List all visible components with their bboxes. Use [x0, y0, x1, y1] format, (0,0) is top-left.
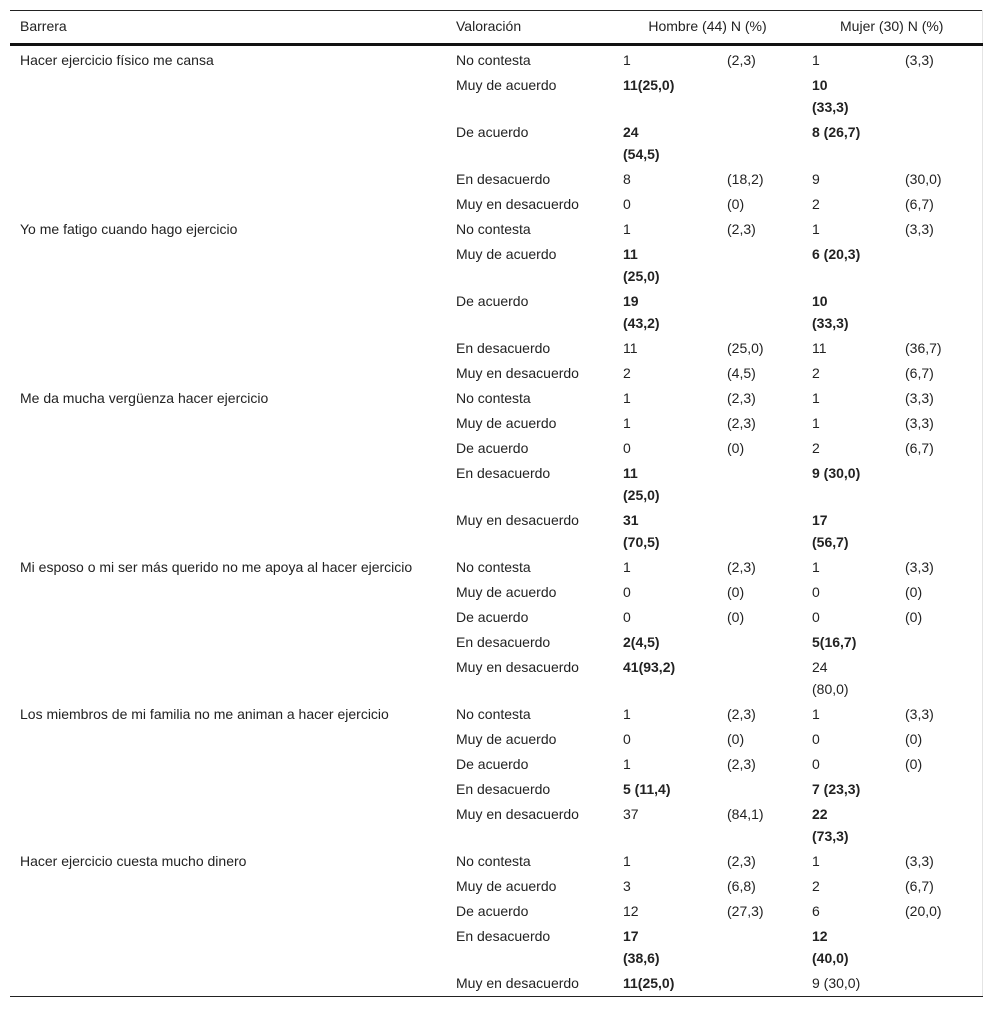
- mujer-n-cell: [802, 386, 895, 411]
- hombre-n-cell-text: 2: [623, 365, 631, 381]
- mujer-n-cell-text: 2: [812, 878, 820, 894]
- barrera-cell: Me da mucha vergüenza hacer ejercicio: [20, 390, 269, 406]
- hombre-n-cell-text: 17 (38,6): [623, 928, 660, 966]
- mujer-pct-cell: (0): [905, 756, 923, 772]
- mujer-n-cell-text: 10 (33,3): [812, 77, 849, 115]
- mujer-n-cell-text: 1: [812, 415, 820, 431]
- hombre-n-cell: [613, 45, 717, 74]
- mujer-pct-cell: [895, 289, 982, 336]
- valoracion-cell: No contesta: [456, 390, 531, 406]
- valoracion-cell: En desacuerdo: [456, 171, 551, 187]
- hombre-n-cell: [613, 777, 717, 802]
- hombre-pct-cell: [717, 120, 802, 167]
- table-row: [10, 386, 982, 411]
- valoracion-cell: Muy de acuerdo: [456, 584, 557, 600]
- table-row: [10, 217, 982, 242]
- valoracion-cell: De acuerdo: [456, 903, 529, 919]
- hombre-pct-cell: (2,3): [727, 415, 756, 431]
- hombre-n-cell-text: 0: [623, 609, 631, 625]
- mujer-n-cell-text: 9 (30,0): [812, 975, 861, 991]
- valoracion-cell: No contesta: [456, 559, 531, 575]
- mujer-n-cell: [802, 580, 895, 605]
- valoracion-cell: Muy en desacuerdo: [456, 659, 579, 675]
- mujer-n-cell: [802, 336, 895, 361]
- hombre-pct-cell: (2,3): [727, 853, 756, 869]
- mujer-pct-cell: (0): [905, 609, 923, 625]
- table-body: [10, 45, 982, 997]
- mujer-n-cell: [802, 242, 895, 289]
- mujer-pct-cell: [895, 630, 982, 655]
- mujer-n-cell-text: 2: [812, 440, 820, 456]
- hombre-pct-cell: (2,3): [727, 221, 756, 237]
- mujer-pct-cell: (0): [905, 584, 923, 600]
- table-row: [10, 555, 982, 580]
- hombre-n-cell-text: 11 (25,0): [623, 465, 660, 503]
- hombre-n-cell: [613, 120, 717, 167]
- header-barrera: Barrera: [10, 11, 446, 45]
- hombre-pct-cell: [717, 971, 802, 997]
- mujer-pct-cell: (3,3): [905, 221, 934, 237]
- mujer-n-cell: [802, 605, 895, 630]
- hombre-pct-cell: (0): [727, 440, 745, 456]
- valoracion-cell: De acuerdo: [456, 293, 529, 309]
- mujer-n-cell-text: 22 (73,3): [812, 806, 849, 844]
- table-row: [10, 849, 982, 874]
- valoracion-cell: Muy en desacuerdo: [456, 975, 579, 991]
- hombre-n-cell: [613, 874, 717, 899]
- mujer-n-cell: [802, 461, 895, 508]
- mujer-n-cell-text: 1: [812, 853, 820, 869]
- hombre-n-cell: [613, 605, 717, 630]
- mujer-n-cell-text: 11: [812, 340, 827, 356]
- mujer-pct-cell: [895, 508, 982, 555]
- hombre-n-cell: [613, 461, 717, 508]
- hombre-pct-cell: (0): [727, 731, 745, 747]
- mujer-n-cell-text: 1: [812, 390, 820, 406]
- hombre-pct-cell: (6,8): [727, 878, 756, 894]
- mujer-pct-cell: (30,0): [905, 171, 942, 187]
- valoracion-cell: En desacuerdo: [456, 634, 551, 650]
- mujer-n-cell: [802, 436, 895, 461]
- mujer-n-cell-text: 17 (56,7): [812, 512, 849, 550]
- mujer-pct-cell: (0): [905, 731, 923, 747]
- hombre-pct-cell: (2,3): [727, 756, 756, 772]
- hombre-pct-cell: (27,3): [727, 903, 764, 919]
- hombre-pct-cell: (2,3): [727, 390, 756, 406]
- valoracion-cell: Muy en desacuerdo: [456, 365, 579, 381]
- mujer-n-cell-text: 1: [812, 52, 820, 68]
- hombre-pct-cell: (2,3): [727, 559, 756, 575]
- valoracion-cell: Muy de acuerdo: [456, 77, 557, 93]
- hombre-pct-cell: [717, 924, 802, 971]
- mujer-n-cell: [802, 874, 895, 899]
- hombre-n-cell-text: 11(25,0): [623, 975, 675, 991]
- valoracion-cell: Muy en desacuerdo: [456, 196, 579, 212]
- valoracion-cell: De acuerdo: [456, 440, 529, 456]
- barrera-cell: Mi esposo o mi ser más querido no me apoya al hacer ejercicio: [20, 559, 413, 575]
- mujer-n-cell-text: 7 (23,3): [812, 781, 861, 797]
- mujer-pct-cell: (3,3): [905, 415, 934, 431]
- valoracion-cell: En desacuerdo: [456, 928, 551, 944]
- hombre-n-cell-text: 11: [623, 340, 638, 356]
- mujer-n-cell: [802, 924, 895, 971]
- valoracion-cell: De acuerdo: [456, 756, 529, 772]
- hombre-pct-cell: [717, 777, 802, 802]
- hombre-pct-cell: [717, 73, 802, 120]
- hombre-n-cell-text: 11 (25,0): [623, 246, 660, 284]
- mujer-pct-cell: (3,3): [905, 706, 934, 722]
- mujer-n-cell-text: 2: [812, 196, 820, 212]
- hombre-pct-cell: (2,3): [727, 52, 756, 68]
- hombre-pct-cell: (0): [727, 196, 745, 212]
- hombre-n-cell: [613, 555, 717, 580]
- table-row: [10, 702, 982, 727]
- hombre-n-cell-text: 0: [623, 731, 631, 747]
- valoracion-cell: De acuerdo: [456, 609, 529, 625]
- hombre-n-cell: [613, 217, 717, 242]
- hombre-n-cell: [613, 849, 717, 874]
- header-mujer: Mujer (30) N (%): [802, 11, 982, 45]
- hombre-n-cell-text: 1: [623, 390, 631, 406]
- mujer-n-cell: [802, 971, 895, 997]
- mujer-pct-cell: (6,7): [905, 196, 934, 212]
- hombre-n-cell: [613, 580, 717, 605]
- header-hombre: Hombre (44) N (%): [613, 11, 802, 45]
- barriers-table: [10, 10, 983, 997]
- mujer-n-cell-text: 0: [812, 731, 820, 747]
- mujer-n-cell-text: 1: [812, 706, 820, 722]
- mujer-n-cell-text: 6: [812, 903, 820, 919]
- mujer-n-cell-text: 9: [812, 171, 820, 187]
- mujer-n-cell-text: 2: [812, 365, 820, 381]
- header-valoracion: Valoración: [446, 11, 613, 45]
- mujer-pct-cell: (3,3): [905, 390, 934, 406]
- mujer-n-cell: [802, 802, 895, 849]
- hombre-n-cell: [613, 336, 717, 361]
- hombre-n-cell-text: 19 (43,2): [623, 293, 660, 331]
- mujer-n-cell: [802, 702, 895, 727]
- mujer-n-cell: [802, 655, 895, 702]
- valoracion-cell: Muy de acuerdo: [456, 415, 557, 431]
- hombre-n-cell: [613, 802, 717, 849]
- mujer-n-cell: [802, 217, 895, 242]
- mujer-n-cell: [802, 120, 895, 167]
- barrera-cell: Hacer ejercicio cuesta mucho dinero: [20, 853, 247, 869]
- hombre-pct-cell: [717, 630, 802, 655]
- mujer-pct-cell: (20,0): [905, 903, 942, 919]
- hombre-pct-cell: (0): [727, 584, 745, 600]
- mujer-n-cell-text: 1: [812, 559, 820, 575]
- mujer-n-cell: [802, 555, 895, 580]
- hombre-n-cell-text: 5 (11,4): [623, 781, 671, 797]
- hombre-n-cell: [613, 924, 717, 971]
- mujer-pct-cell: [895, 971, 982, 997]
- mujer-n-cell: [802, 45, 895, 74]
- hombre-pct-cell: (4,5): [727, 365, 756, 381]
- hombre-n-cell-text: 1: [623, 559, 631, 575]
- hombre-n-cell: [613, 289, 717, 336]
- mujer-pct-cell: (6,7): [905, 878, 934, 894]
- hombre-n-cell-text: 2(4,5): [623, 634, 660, 650]
- hombre-n-cell-text: 24 (54,5): [623, 124, 660, 162]
- hombre-pct-cell: (84,1): [727, 806, 764, 822]
- mujer-n-cell-text: 0: [812, 584, 820, 600]
- hombre-n-cell-text: 8: [623, 171, 631, 187]
- mujer-n-cell: [802, 630, 895, 655]
- hombre-pct-cell: [717, 242, 802, 289]
- mujer-n-cell: [802, 752, 895, 777]
- mujer-n-cell: [802, 727, 895, 752]
- mujer-pct-cell: (36,7): [905, 340, 942, 356]
- mujer-n-cell-text: 8 (26,7): [812, 124, 861, 140]
- valoracion-cell: De acuerdo: [456, 124, 529, 140]
- mujer-n-cell: [802, 777, 895, 802]
- hombre-pct-cell: [717, 655, 802, 702]
- hombre-pct-cell: (0): [727, 609, 745, 625]
- mujer-pct-cell: [895, 461, 982, 508]
- table-row: [10, 45, 982, 74]
- hombre-n-cell: [613, 655, 717, 702]
- valoracion-cell: En desacuerdo: [456, 340, 551, 356]
- mujer-n-cell-text: 1: [812, 221, 820, 237]
- hombre-n-cell: [613, 752, 717, 777]
- valoracion-cell: En desacuerdo: [456, 465, 551, 481]
- hombre-n-cell-text: 1: [623, 756, 631, 772]
- mujer-n-cell-text: 10 (33,3): [812, 293, 849, 331]
- hombre-n-cell: [613, 192, 717, 217]
- mujer-pct-cell: [895, 120, 982, 167]
- hombre-n-cell-text: 31 (70,5): [623, 512, 660, 550]
- hombre-n-cell-text: 3: [623, 878, 631, 894]
- hombre-n-cell: [613, 386, 717, 411]
- barrera-cell: Yo me fatigo cuando hago ejercicio: [20, 221, 238, 237]
- hombre-n-cell-text: 0: [623, 440, 631, 456]
- mujer-pct-cell: [895, 73, 982, 120]
- mujer-n-cell-text: 5(16,7): [812, 634, 857, 650]
- valoracion-cell: Muy de acuerdo: [456, 246, 557, 262]
- mujer-n-cell: [802, 361, 895, 386]
- table-header-row: [10, 11, 982, 45]
- mujer-n-cell-text: 0: [812, 756, 820, 772]
- hombre-n-cell-text: 12: [623, 903, 639, 919]
- hombre-pct-cell: [717, 289, 802, 336]
- mujer-pct-cell: (3,3): [905, 853, 934, 869]
- hombre-pct-cell: (25,0): [727, 340, 764, 356]
- barrera-cell: Los miembros de mi familia no me animan a hacer ejercicio: [20, 706, 389, 722]
- hombre-n-cell: [613, 702, 717, 727]
- hombre-pct-cell: (18,2): [727, 171, 764, 187]
- hombre-n-cell: [613, 508, 717, 555]
- mujer-n-cell: [802, 411, 895, 436]
- valoracion-cell: En desacuerdo: [456, 781, 551, 797]
- valoracion-cell: No contesta: [456, 706, 531, 722]
- mujer-n-cell-text: 12 (40,0): [812, 928, 849, 966]
- mujer-n-cell-text: 9 (30,0): [812, 465, 861, 481]
- valoracion-cell: Muy de acuerdo: [456, 731, 557, 747]
- mujer-pct-cell: (6,7): [905, 440, 934, 456]
- valoracion-cell: No contesta: [456, 853, 531, 869]
- hombre-n-cell: [613, 361, 717, 386]
- mujer-pct-cell: (3,3): [905, 559, 934, 575]
- barrera-cell: Hacer ejercicio físico me cansa: [20, 52, 214, 68]
- mujer-pct-cell: [895, 655, 982, 702]
- hombre-n-cell-text: 37: [623, 806, 639, 822]
- mujer-pct-cell: [895, 242, 982, 289]
- hombre-pct-cell: (2,3): [727, 706, 756, 722]
- mujer-n-cell: [802, 192, 895, 217]
- valoracion-cell: No contesta: [456, 52, 531, 68]
- mujer-pct-cell: [895, 777, 982, 802]
- hombre-n-cell-text: 0: [623, 196, 631, 212]
- mujer-pct-cell: (3,3): [905, 52, 934, 68]
- mujer-pct-cell: [895, 924, 982, 971]
- mujer-n-cell-text: 24 (80,0): [812, 659, 849, 697]
- hombre-n-cell: [613, 242, 717, 289]
- valoracion-cell: No contesta: [456, 221, 531, 237]
- mujer-n-cell: [802, 73, 895, 120]
- mujer-n-cell: [802, 508, 895, 555]
- mujer-n-cell: [802, 289, 895, 336]
- mujer-n-cell-text: 6 (20,3): [812, 246, 861, 262]
- mujer-pct-cell: [895, 802, 982, 849]
- mujer-pct-cell: (6,7): [905, 365, 934, 381]
- hombre-n-cell: [613, 73, 717, 120]
- hombre-n-cell: [613, 411, 717, 436]
- hombre-n-cell-text: 0: [623, 584, 631, 600]
- hombre-n-cell: [613, 899, 717, 924]
- hombre-n-cell: [613, 167, 717, 192]
- hombre-pct-cell: [717, 508, 802, 555]
- valoracion-cell: Muy en desacuerdo: [456, 512, 579, 528]
- hombre-n-cell: [613, 436, 717, 461]
- mujer-n-cell: [802, 849, 895, 874]
- mujer-n-cell-text: 0: [812, 609, 820, 625]
- hombre-n-cell-text: 11(25,0): [623, 77, 675, 93]
- hombre-n-cell-text: 1: [623, 221, 631, 237]
- hombre-n-cell-text: 1: [623, 706, 631, 722]
- valoracion-cell: Muy en desacuerdo: [456, 806, 579, 822]
- hombre-pct-cell: [717, 461, 802, 508]
- hombre-n-cell: [613, 727, 717, 752]
- valoracion-cell: Muy de acuerdo: [456, 878, 557, 894]
- hombre-n-cell-text: 1: [623, 52, 631, 68]
- mujer-n-cell: [802, 167, 895, 192]
- hombre-n-cell: [613, 971, 717, 997]
- hombre-n-cell-text: 1: [623, 415, 631, 431]
- mujer-n-cell: [802, 899, 895, 924]
- hombre-n-cell-text: 41(93,2): [623, 659, 676, 675]
- hombre-n-cell: [613, 630, 717, 655]
- hombre-n-cell-text: 1: [623, 853, 631, 869]
